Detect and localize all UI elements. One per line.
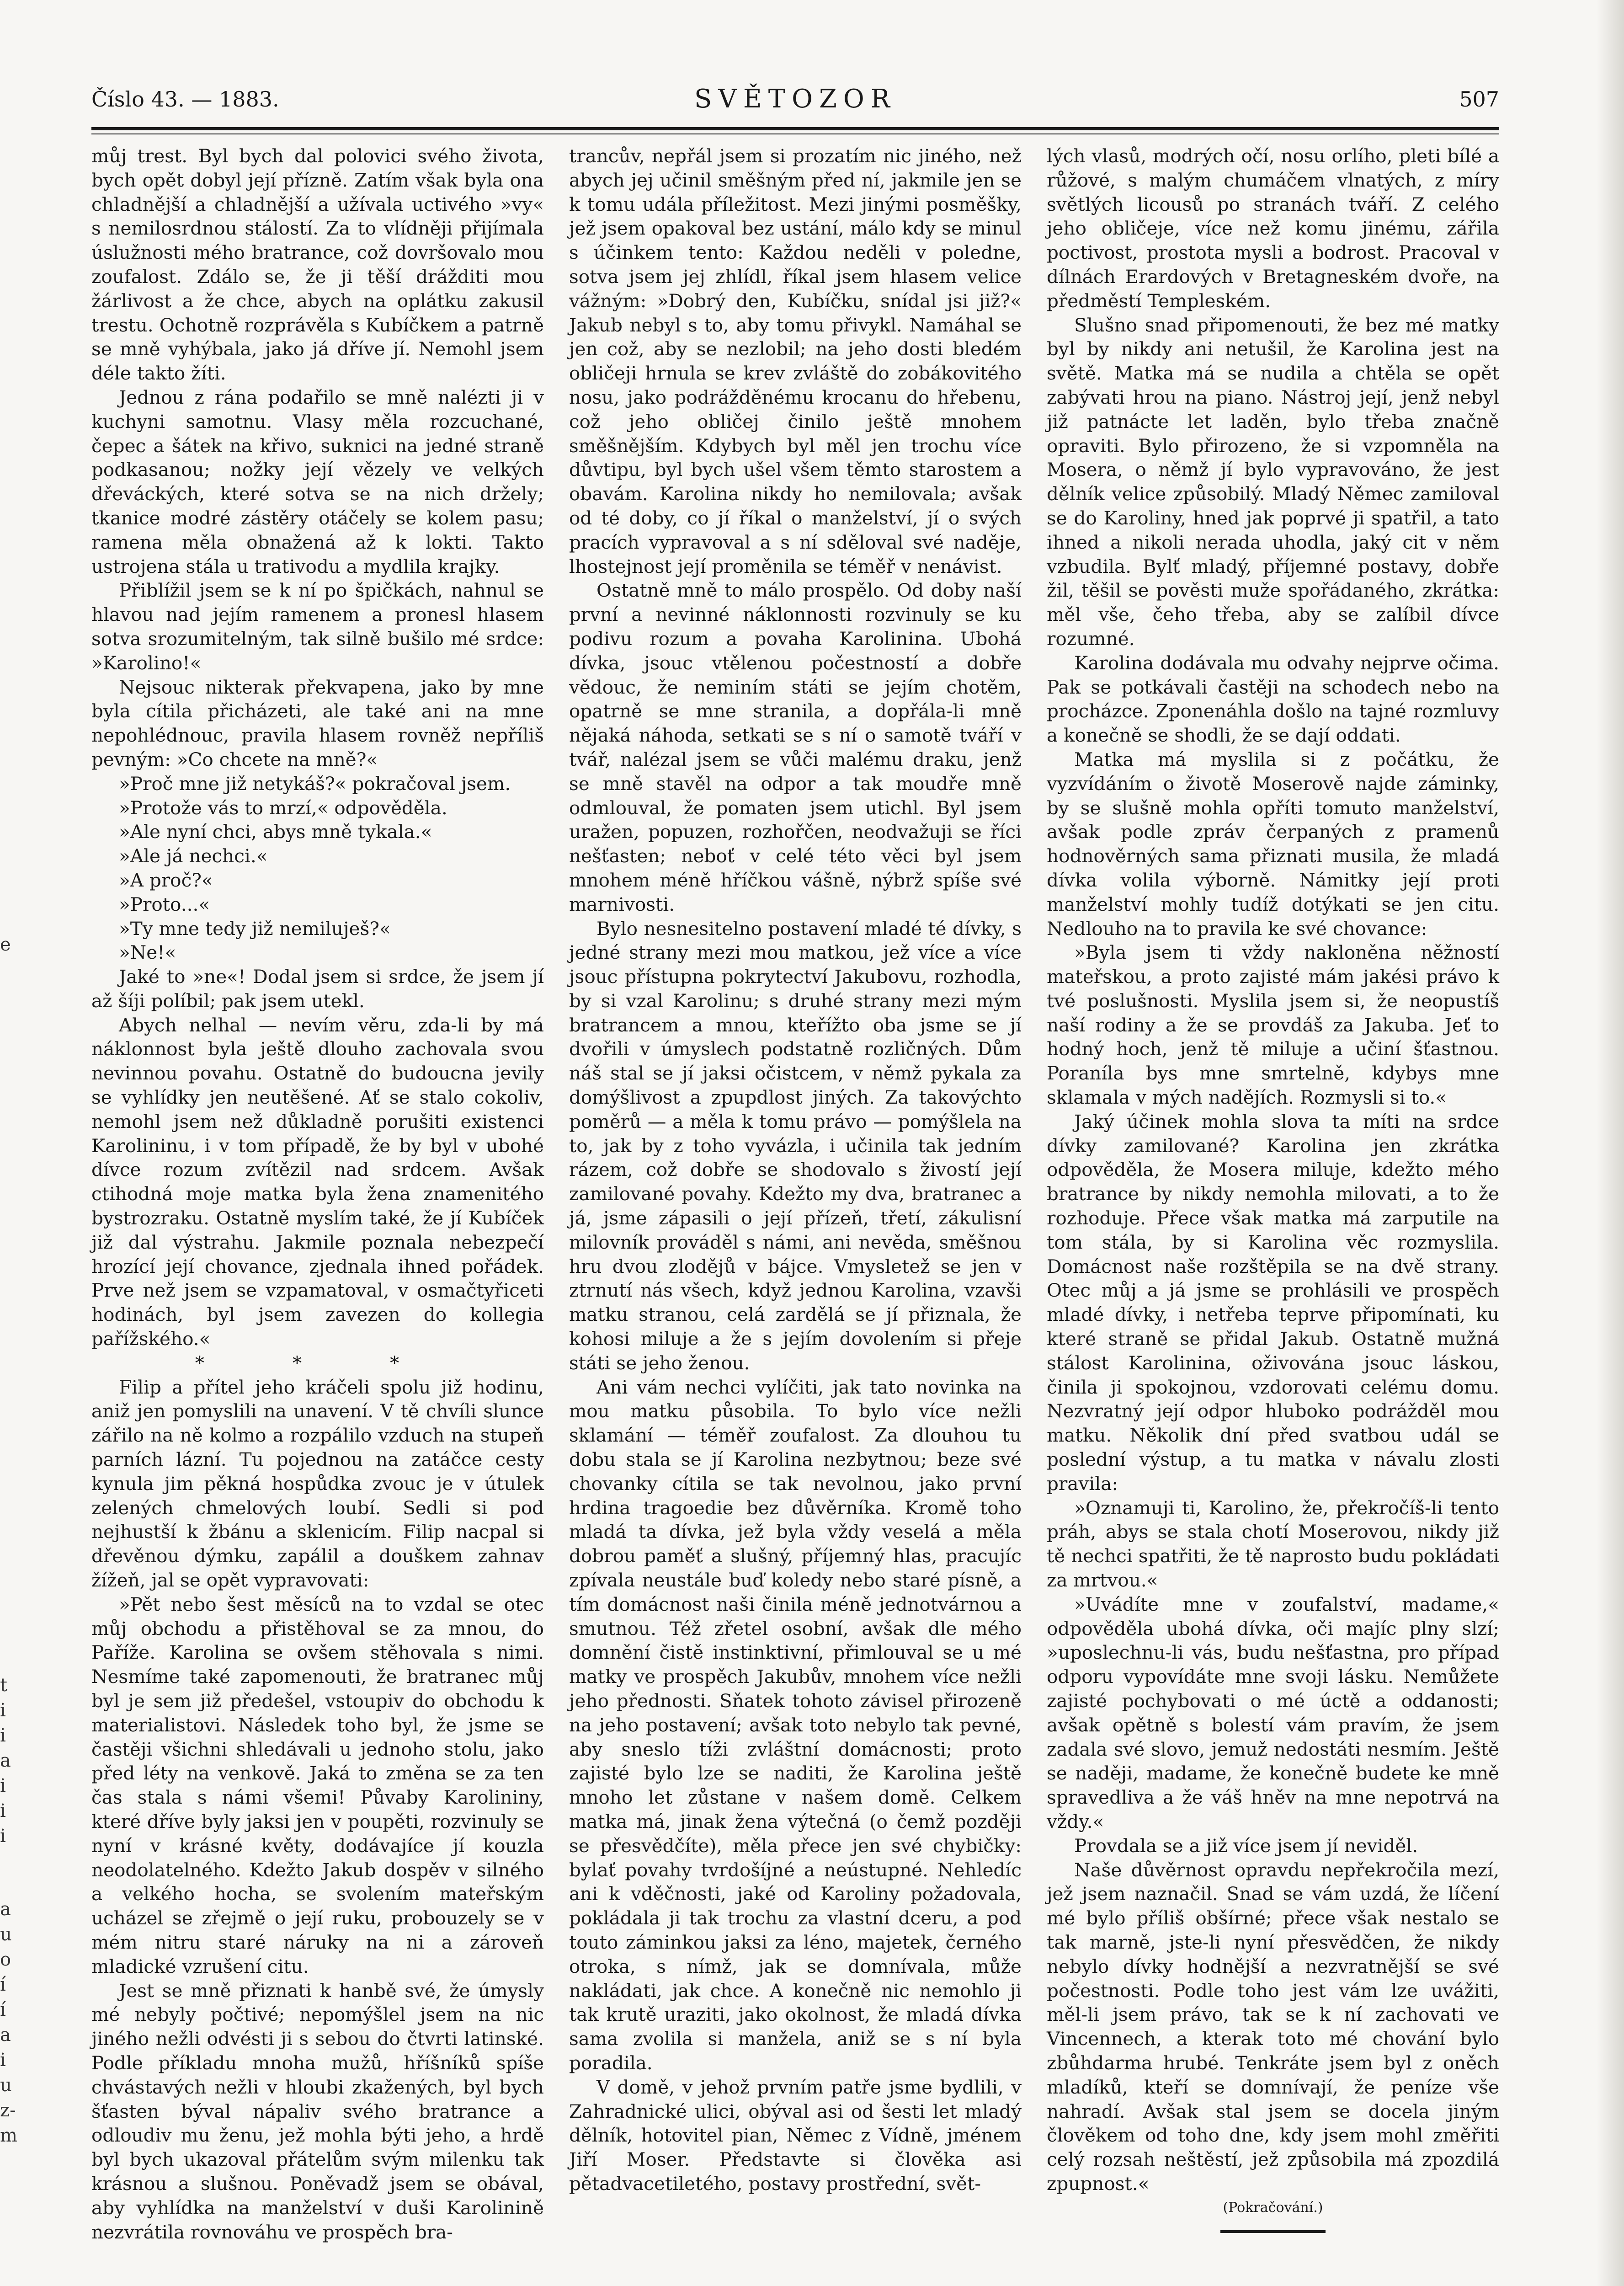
section-separator: * * *	[195, 1351, 441, 1374]
page-number: 507	[1459, 87, 1499, 112]
paragraph: »A proč?«	[119, 869, 213, 891]
paragraph: »Ty mne tedy již nemiluješ?«	[119, 917, 391, 940]
paragraph: Jaké to »ne«! Dodal jsem si srdce, že jsem jí až šíji políbil; pak jsem utekl.	[91, 966, 544, 1012]
paragraph: lých vlasů, modrých očí, nosu orlího, pleti bílé a růžové, s malým chumáčem vlnatých, z míry světlých licousů po stranách tváří. Z celého jeho obličeje, více než komu jinému, zářila poctivost, prostota mysli a bodrost. Pracoval v dílnách Erardových v Bretagneském dvoře, na předměstí Templeském.	[1047, 145, 1499, 312]
paragraph: »Uvádíte mne v zoufalství, madame,« odpověděla ubohá dívka, oči majíc plny slzí; »uposlechnu-li vás, budu nešťastna, pro případ odporu vypovídáte mne svoji lásku. Nemůžete zajisté pochybovati o mé úctě a oddanosti; avšak opětně s bolestí vám pravím, že jsem zadala své slovo, jemuž nedostáti nesmím. Ještě se naději, madame, že konečně budete ke mně spravedliva a že váš hněv na mne nepotrvá na vždy.«	[1047, 1593, 1499, 1832]
column-2	[569, 144, 1022, 2195]
column-1	[91, 144, 544, 2243]
margin-fragment: i	[0, 1800, 6, 1821]
header-rule	[91, 127, 1499, 130]
margin-fragment: i	[0, 1725, 6, 1746]
paragraph: »Proč mne již netykáš?« pokračoval jsem.	[119, 772, 511, 795]
margin-fragment: í	[0, 1974, 6, 1995]
page-header	[91, 84, 1499, 123]
column-3	[1047, 144, 1499, 2216]
paragraph: »Ale nyní chci, abys mně tykala.«	[119, 821, 432, 843]
margin-fragment: u	[0, 1924, 12, 1945]
margin-fragment: e	[0, 934, 11, 955]
margin-fragment: i	[0, 1775, 6, 1796]
margin-fragment: í	[0, 1999, 6, 2020]
magazine-title: SVĚTOZOR	[694, 84, 896, 114]
paragraph: Ani vám nechci vylíčiti, jak tato novinka na mou matku působila. To bylo více nežli sklamání — téměř zoufalost. Za dlouhou tu dobu stala se jí Karolina nezbytnou; beze své chovanky cítila se tak nevolnou, jako první hrdina tragoedie bez důvěrníka. Kromě toho mladá ta dívka, jež byla vždy veselá a měla dobrou paměť a slušný, příjemný hlas, pracujíc zpívala neustále buď koledy nebo staré písně, a tím domácnost naši činila méně jednotvárnou a smutnou. Též zřetel osobní, avšak dle mého domnění čistě instinktivní, přimlouval se u mé matky ve prospěch Jakubův, mnohem více nežli jeho přednosti. Sňatek tohoto závisel přirozeně na jeho postavení; avšak toto nebylo tak pevné, aby sneslo tíži zvláštní domácnosti; proto zajisté bylo lze se naditi, že Karolina ještě mnoho let zůstane v našem domě. Celkem matka má, jinak žena výtečná (o čemž později se přesvědčíte), měla přece jen své chybičky: bylať povahy tvrdošíjné a neústupné. Nehledíc ani k vděčnosti, jaké od Karoliny požadovala, pokládala ji tak trochu za vlastní dceru, a pod touto záminkou jaksi za léno, majetek, černého otroka, s nímž, jak se domnívala, může nakládati, jak chce. A konečně nic nemohlo ji tak krutě uraziti, jako okolnost, že mladá dívka sama zvolila si manžela, aniž se s ní byla poradila.	[569, 1376, 1022, 2074]
paragraph: trancův, nepřál jsem si prozatím nic jiného, než abych jej učinil směšným před ní, jakmile jen se k tomu udála příležitost. Mezi jinými posměšky, jež jsem opakoval bez ustání, málo kdy se minul s účinkem tento: Každou neděli v poledne, sotva jsem jej zhlídl, říkal jsem hlasem velice vážným: »Dobrý den, Kubíčku, snídal jsi již?« Jakub nebyl s to, aby tomu přivykl. Namáhal se jen což, aby se nezlobil; na jeho dosti bledém obličeji hrnula se krev zvláště do zobákovitého nosu, jako podrážděnému krocanu do hřebenu, což jeho obličej činilo ještě mnohem směšnějším. Kdybych byl měl jen trochu více důvtipu, byl bych ušel všem těmto starostem a obavám. Karolina nikdy ho nemilovala; avšak od té doby, co jí říkal o manželství, jí o svých pracích vypravoval a s ní sděloval své naděje, lhostejnost její proměnila se téměř v nenávist.	[569, 145, 1022, 577]
paragraph: Slušno snad připomenouti, že bez mé matky byl by nikdy ani netušil, že Karolina jest na světě. Matka má se nudila a chtěla se opět zabývati hrou na piano. Nástroj její, jenž nebyl již patnácte let laděn, bylo třeba značně opraviti. Bylo přirozeno, že si vzpomněla na Mosera, o němž jí bylo vypravováno, že jest dělník velice způsobilý. Mladý Němec zamiloval se do Karoliny, hned jak poprvé ji spatřil, a tato ihned a nikoli nerada uhodla, jaký cit v něm vzbudila. Bylť mladý, příjemné postavy, dobře žil, těšil se pověsti muže spořádaného, zkrátka: měl vše, čeho třeba, aby se zalíbil dívce rozumné.	[1047, 314, 1499, 650]
paragraph: »Ne!«	[119, 941, 176, 964]
margin-fragment: a	[0, 1899, 11, 1920]
end-rule	[1220, 2230, 1326, 2233]
paragraph: Přiblížil jsem se k ní po špičkách, nahnul se hlavou nad jejím ramenem a pronesl hlasem sotva srozumitelným, tak silně bušilo mé srdce: »Karolino!«	[91, 579, 544, 674]
paragraph: »Oznamuji ti, Karolino, že, překročíš-li tento práh, abys se stala chotí Moserovou, nikdy již tě nechci spatřiti, že tě naprosto budu pokládati za mrtvou.«	[1047, 1496, 1499, 1592]
margin-fragment: i	[0, 2050, 6, 2071]
margin-fragment: i	[0, 1700, 6, 1721]
margin-fragment: t	[0, 1675, 8, 1696]
paragraph: Naše důvěrnost opravdu nepřekročila mezí, jež jsem naznačil. Snad se vám uzdá, že líčení mé bylo příliš obšírné; přece však nestalo se tak marně, jste-li nyní přesvědčen, že nikdy nebylo dívky hodnější a nezvratnější se své počestnosti. Podle toho jest vám lze uvážiti, měl-li jsem právo, tak se k ní zachovati ve Vincennech, a kterak toto mé chování bylo zbůhdarma hrubé. Tenkráte jsem byl z oněch mladíků, kteří se domnívají, že peníze vše nahradí. Avšak stal jsem se docela jiným člověkem od toho dne, kdy jsem mohl změřiti celý rozsah neštěstí, jež způsobila má zpozdilá zpupnost.«	[1047, 1859, 1499, 2195]
paragraph: »Pět nebo šest měsíců na to vzdal se otec můj obchodu a přistěhoval se za mnou, do Paříže. Karolina se ovšem stěhovala s nimi. Nesmíme také zapomenouti, že bratranec můj byl je sem již předešel, vstoupiv do obchodu k materialistovi. Následek toho byl, že jsme se častěji všichni shledávali u jednoho stolu, jako před léty na venkově. Jaká to změna se za ten čas stala s námi všemi! Půvaby Karolininy, které dříve byly jaksi jen v poupěti, rozvinuly se nyní v krásné květy, dodávajíce jí kouzla neodolatelného. Kdežto Jakub dospěv v silného a velkého hocha, se svolením mateřským ucházel se zřejmě o její ruku, probouzely se v mém nitru staré náruky na ni a zároveň mladické vzrušení citu.	[91, 1593, 544, 1977]
margin-fragment: a	[0, 2024, 11, 2046]
paragraph: Matka má myslila si z počátku, že vyzvídáním o životě Moserově najde záminky, by se slušně mohla opříti tomuto manželství, avšak podle zpráv čerpaných z pramenů hodnověrných sama přiznati musila, že mladá dívka volila výborně. Námitky její proti manželství mohly tudíž dotýkati se jen citu. Nedlouho na to pravila ke své chovance:	[1047, 748, 1499, 940]
margin-fragment: u	[0, 2075, 12, 2096]
issue-number: Číslo 43. — 1883.	[91, 87, 279, 112]
paragraph: Provdala se a již více jsem jí neviděl.	[1074, 1834, 1418, 1857]
margin-fragment: i	[0, 1826, 6, 1847]
paragraph: V domě, v jehož prvním patře jsme bydlili, v Zahradnické ulici, obýval asi od šesti let mladý dělník, hotovitel pian, Němec z Vídně, jménem Jiří Moser. Představte si člověka asi pětadvacetiletého, postavy prostřední, svět-	[569, 2076, 1022, 2195]
paragraph: »Ale já nechci.«	[119, 845, 268, 867]
margin-fragment: z-	[0, 2100, 16, 2121]
paragraph: Ostatně mně to málo prospělo. Od doby naší první a nevinné náklonnosti rozvinuly se ku podivu rozum a povaha Karolinina. Ubohá dívka, jsouc vtělenou počestností a dobře vědouc, že neminím státi se jejím chotěm, opatrně se mne stranila, a dopřála-li mně nějaká náhoda, setkati se s ní o samotě tváří v tvář, nalézal jsem se vůči malému draku, jenž se mně stavěl na odpor a tak moudře mně odmlouval, že pomaten jsem utichl. Byl jsem uražen, popuzen, rozhořčen, neodvažuji se říci nešťasten; neboť v celé této věci byl jsem mnohem méně hříčkou vášně, nýbrž spíše své marnivosti.	[569, 579, 1022, 915]
page-edge-shadow	[1597, 0, 1624, 2286]
paragraph: Jest se mně přiznati k hanbě své, že úmysly mé nebyly počtivé; nepomýšlel jsem na nic jiného nežli odvésti ji s sebou do čtvrti latinské. Podle příkladu mnoha mužů, hříšníků spíše chvástavých nežli v hloubi zkažených, byl bych šťasten býval nápaliv svého bratrance a odloudiv mu ženu, jež mohla býti jeho, a hrdě byl bych ukazoval přátelům svým milenku tak krásnou a slušnou. Poněvadž jsem se obával, aby vyhlídka na manželství v duši Karolinině nezvrátila rovnováhu ve prospěch bra-	[91, 1979, 544, 2243]
continued-note: (Pokračování.)	[1223, 2199, 1323, 2216]
paragraph: »Byla jsem ti vždy nakloněna něžností mateřskou, a proto zajisté mám jakési právo k tvé poslušnosti. Myslila jsem si, že neopustíš naší rodiny a že se provdáš za Jakuba. Jeť to hodný hoch, jenž tě miluje a učiní šťastnou. Poraníla bys mne smrtelně, kdybys mne sklamala v mých nadějích. Rozmysli si to.«	[1047, 941, 1499, 1109]
paragraph: Nejsouc nikterak překvapena, jako by mne byla cítila přicházeti, ale také ani na mne nepohlédnouc, pravila hlasem rovněž nepříliš pevným: »Co chcete na mně?«	[91, 676, 544, 770]
paragraph: Jaký účinek mohla slova ta míti na srdce dívky zamilované? Karolina jen zkrátka odpověděla, že Mosera miluje, kdežto mého bratrance by nikdy nemohla milovati, a to že rozhoduje. Přece však matka má zarputile na tom stála, by si Karolina věc rozmyslila. Domácnost naše rozštěpila se na dvě strany. Otec můj a já jsme se prohlásili ve prospěch mladé dívky, i netřeba teprve připomínati, ku které straně se přidal Jakub. Ostatně mužná stálost Karolinina, oživována jsouc láskou, činila ji spokojnou, vzdorovati celému domu. Nezvratný její odpor hluboko podrážděl mou matku. Několik dní před svatbou udál se poslední výstup, a tu matka v návalu zlosti pravila:	[1047, 1110, 1499, 1495]
paragraph: »Protože vás to mrzí,« odpověděla.	[119, 796, 447, 819]
paragraph: Abych nelhal — nevím věru, zda-li by má náklonnost byla ještě dlouho zachovala svou nevinnou povahu. Ostatně do budoucna jevily se vyhlídky jen neutěšené. Ať se stalo cokoliv, nemohl jsem než důkladně porušiti existenci Karolininu, i v tom případě, že by byl v ubohé dívce rozum zvítězil nad srdcem. Avšak ctihodná moje matka byla žena znamenitého bystrozraku. Ostatně myslím také, že jí Kubíček již dal výstrahu. Jakmile poznala nebezpečí hrozící její chovance, zjednala ihned pořádek. Prve než jsem se vzpamatoval, v osmačtyřiceti hodinách, byl jsem zavezen do kollegia pařížského.«	[91, 1014, 544, 1350]
paragraph: Filip a přítel jeho kráčeli spolu již hodinu, aniž jen pomyslili na unavení. V tě chvíli slunce zářilo na ně kolmo a rozpálilo vzduch na stupeň parních lázní. Tu pojednou na zatáčce cesty kynula jim pěkná hospůdka zvouc je v útulek zelených chmelových loubí. Sedli si pod nejhustší k žbánu a sklenicím. Filip nacpal si dřevěnou dýmku, zapálil a douškem zahnav žížeň, jal se opět vypravovati:	[91, 1376, 544, 1592]
paragraph: »Proto...«	[119, 893, 210, 915]
paragraph: Bylo nesnesitelno postavení mladé té dívky, s jedné strany mezi mou matkou, jež více a více jsouc přístupna pokrytectví Jakubovu, rozhodla, by si vzal Karolinu; s druhé strany mezi mým bratrancem a mnou, kteřížto oba jsme se jí dvořili v úmyslech podstatně rozličných. Dům náš stal se jí jaksi očistcem, v němž pykala za domýšlivost a zpupdlost jiných. Za takovýchto poměrů — a měla k tomu právo — pomýšlela na to, jak by z toho vyvázla, i učinila tak jedním rázem, což dobře se shodovalo s živostí její zamilované povahy. Kdežto my dva, bratranec a já, jsme zápasili o její přízeň, třetí, zákulisní milovník prováděl s námi, ani nevěda, směšnou hru dvou zlodějů v bájce. Vmysletež se jen v ztrnutí nás všech, když jednou Karolina, vzavši matku stranou, celá zardělá se jí přiznala, že kohosi miluje a že s jejím dovolením si přeje státi se jeho ženou.	[569, 917, 1022, 1374]
margin-fragment: a	[0, 1750, 11, 1771]
paragraph: můj trest. Byl bych dal polovici svého života, bych opět dobyl její přízně. Zatím však byla ona chladnější a chladnější a užívala uctivého »vy« s nemilosrdnou stálostí. Za to vlídněji přijímala úslužnosti mého bratrance, což dovršovalo mou zoufalost. Zdálo se, že ji těší drážditi mou žárlivost a že chce, abych na oplátku zakusil trestu. Ochotně rozprávěla s Kubíčkem a patrně se mně vyhýbala, jako já dříve jí. Nemohl jsem déle takto žíti.	[91, 145, 544, 385]
margin-fragment: m	[0, 2125, 17, 2146]
paragraph: Karolina dodávala mu odvahy nejprve očima. Pak se potkávali častěji na schodech nebo na procházce. Zponenáhla došlo na tajné rozmluvy a konečně se shodli, že se dají oddati.	[1047, 652, 1499, 747]
paragraph: Jednou z rána podařilo se mně nalézti ji v kuchyni samotnu. Vlasy měla rozcuchané, čepec a šátek na křivo, suknici na jedné straně podkasanou; nožky její vězely ve velkých dřeváckých, které sotva se na nich držely; tkanice modré zástěry otáčely se kolem pasu; ramena měla obnažená až k lokti. Takto ustrojena stála u trativodu a mydlila krajky.	[91, 386, 544, 577]
margin-fragment: o	[0, 1949, 11, 1970]
